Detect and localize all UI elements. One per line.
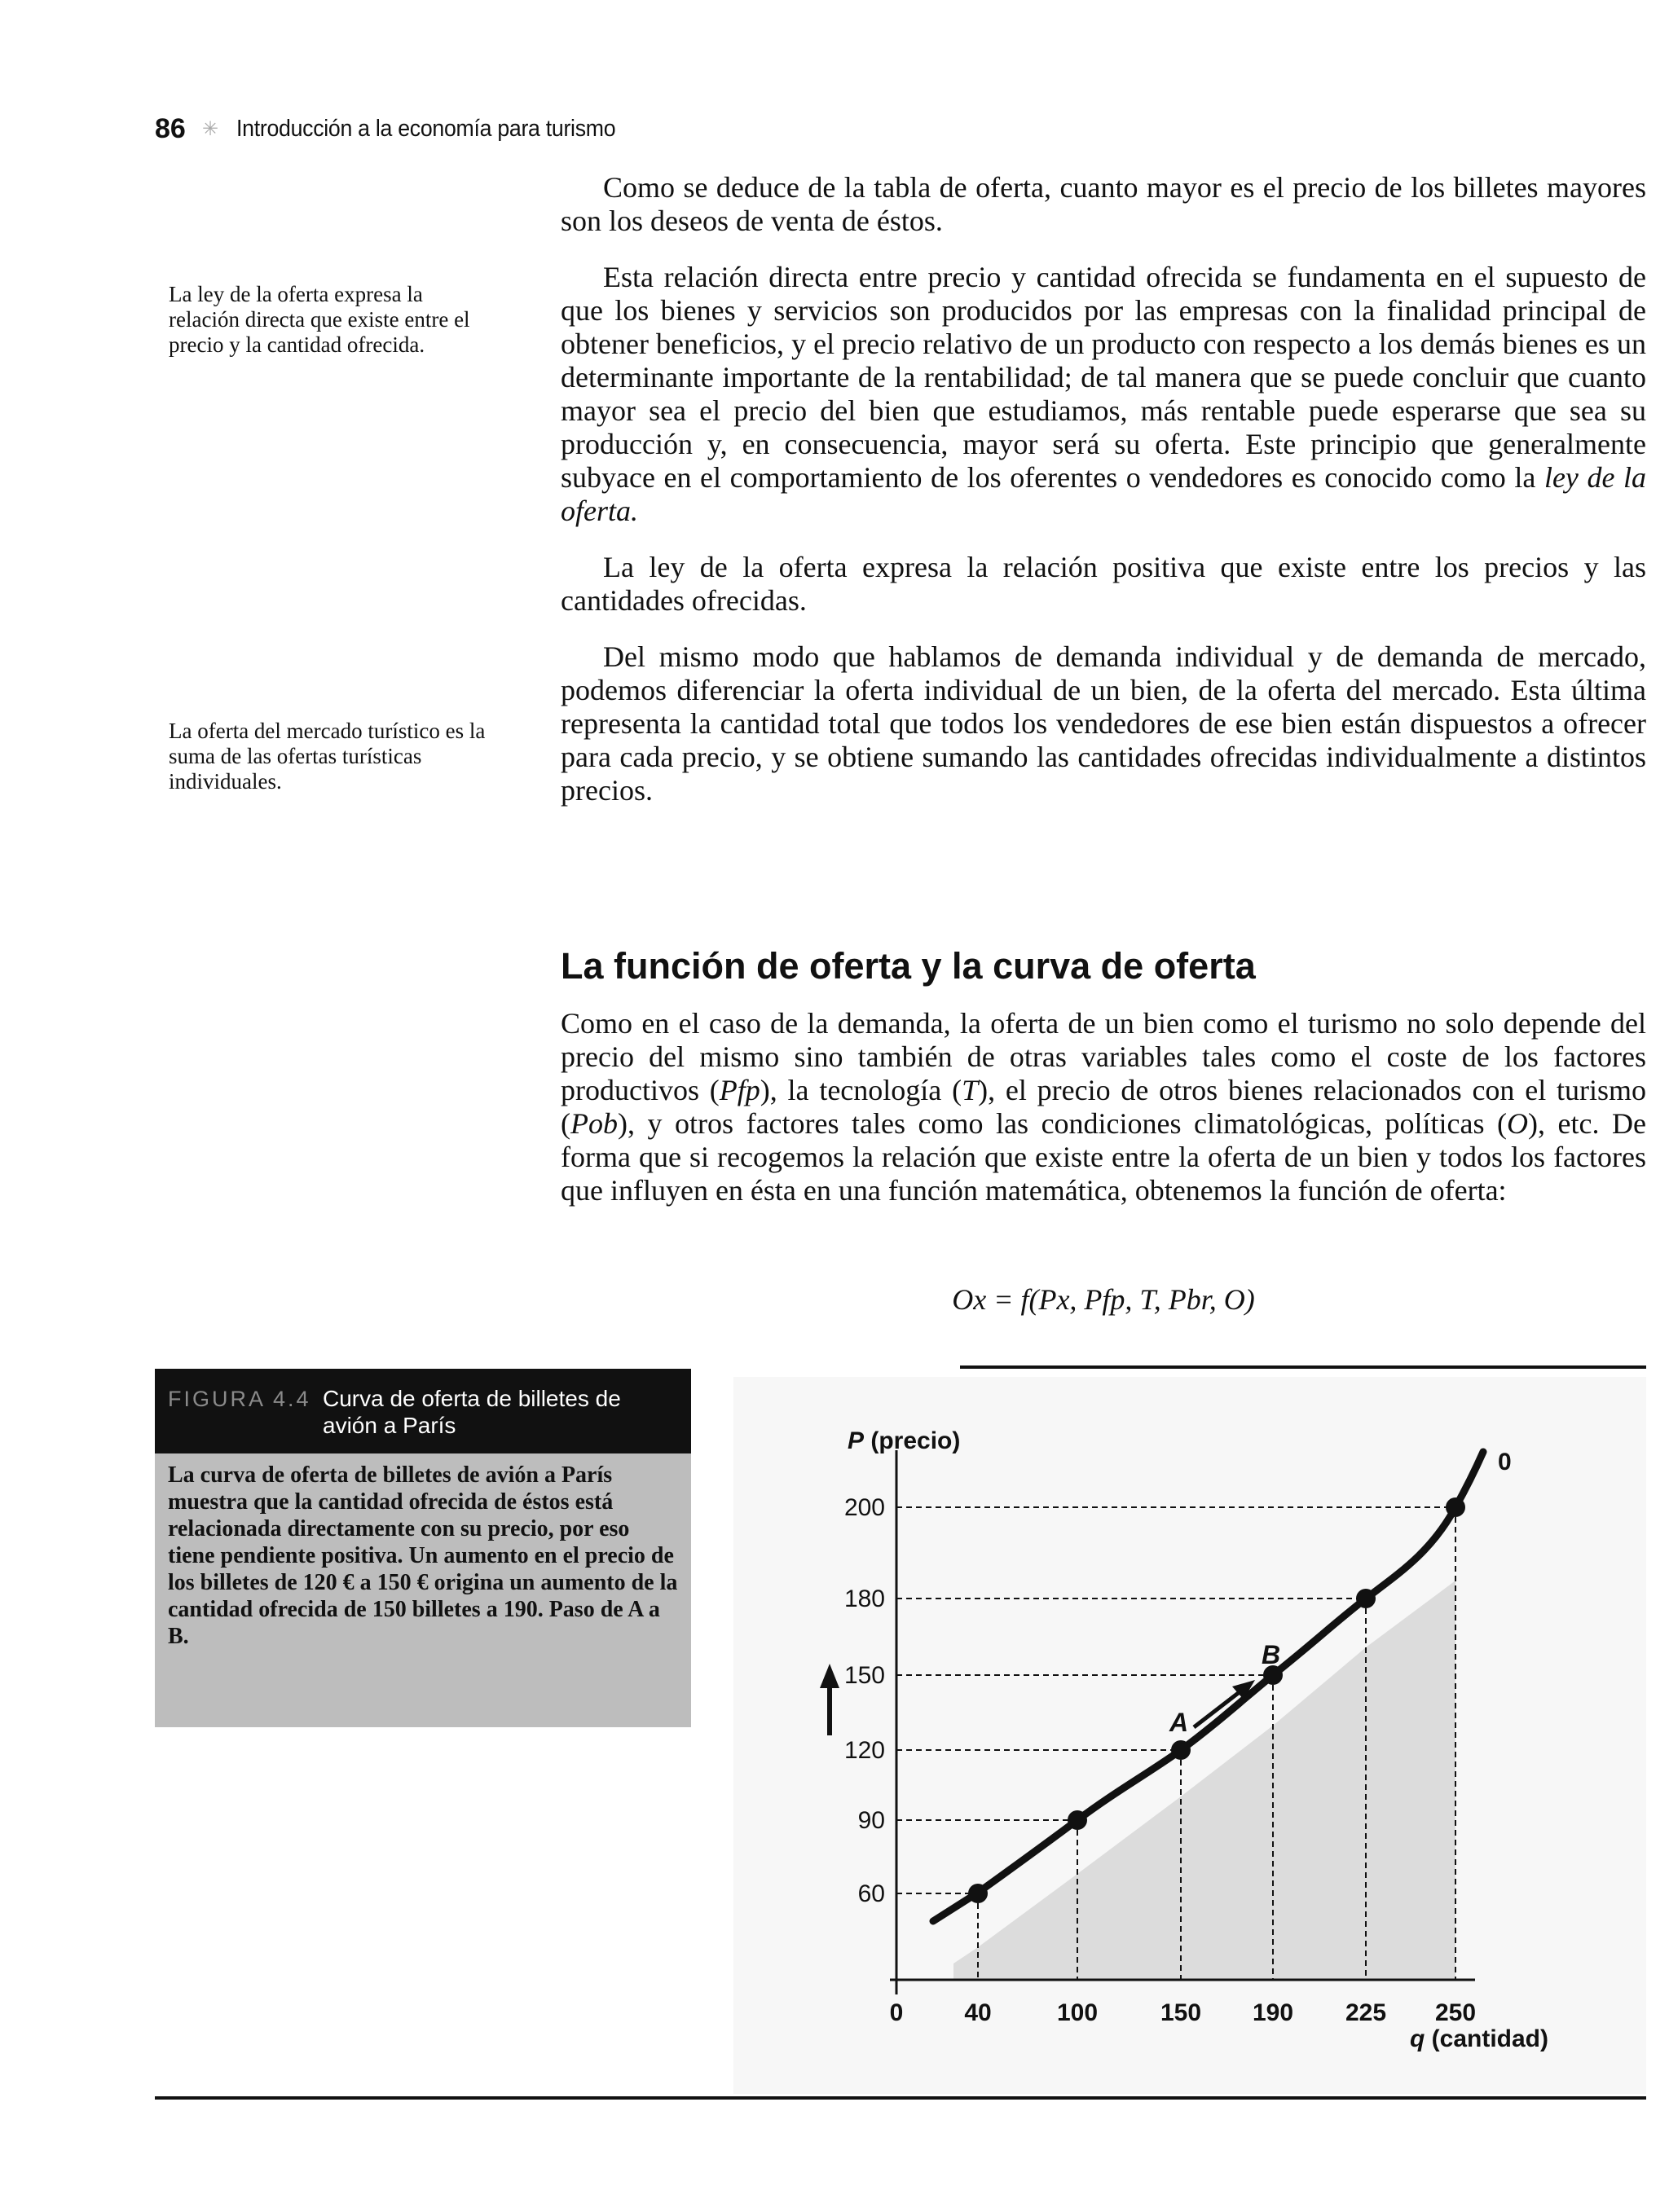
y-tick-label: 150 — [843, 1662, 885, 1689]
data-point — [1356, 1589, 1376, 1608]
data-point — [968, 1884, 988, 1903]
figure-title: Curva de oferta de billetes de avión a París — [323, 1386, 621, 1438]
price-up-arrowhead — [820, 1664, 839, 1688]
supply-function-formula: Ox = f(Px, Pfp, T, Pbr, O) — [952, 1283, 1255, 1316]
chart-shaded-area — [953, 1581, 1455, 1980]
x-tick-label: 0 — [889, 1999, 904, 2026]
figure-bottom-rule — [155, 2096, 1646, 2100]
figure-number: FIGURA 4.4 — [168, 1387, 311, 1411]
x-tick-label: 250 — [1434, 1999, 1477, 2026]
figure-caption: La curva de oferta de billetes de avión a París muestra que la cantidad ofrecida de éstos está relacionada directamente con su precio, por eso tiene pendiente positiva. Un aumento en el precio de los billetes de 120 € a 150 € origina un aumento de la cantidad ofrecida de 150 billetes a 190. Paso de A a B. — [168, 1462, 678, 1649]
figure-caption-box — [155, 1453, 691, 1727]
x-tick-label: 100 — [1056, 1999, 1099, 2026]
paragraph-1: Como se deduce de la tabla de oferta, cuanto mayor es el precio de los billetes mayores son los deseos de venta de éstos. — [561, 171, 1646, 237]
y-tick-label: 180 — [843, 1585, 885, 1612]
running-header — [155, 111, 649, 147]
book-title: Introducción a la economía para turismo — [236, 115, 616, 142]
y-axis-label: P (precio) — [848, 1427, 961, 1454]
y-tick-label: 60 — [857, 1880, 885, 1907]
x-axis-label: q (cantidad) — [1410, 2025, 1548, 2052]
header-ornament-icon: ✳ — [201, 117, 218, 140]
y-tick-label: 120 — [843, 1737, 885, 1764]
y-tick-label: 200 — [843, 1494, 885, 1521]
section-title: La función de oferta y la curva de oferta — [561, 945, 1256, 987]
main-text-upper — [561, 171, 1646, 830]
data-point — [1446, 1497, 1465, 1517]
paragraph-2-emphasis: ley de la oferta. — [561, 461, 1647, 527]
figure-label-box — [155, 1369, 691, 1453]
data-point — [1171, 1740, 1191, 1760]
supply-curve-chart — [733, 1377, 1646, 2094]
paragraph-2 — [561, 261, 1646, 528]
x-tick-label: 150 — [1160, 1999, 1202, 2026]
x-tick-label: 40 — [964, 1999, 992, 2026]
main-text-lower — [561, 1007, 1646, 1230]
data-point — [1068, 1810, 1087, 1830]
paragraph-5: Como en el caso de la demanda, la oferta de un bien como el turismo no solo depende del precio del mismo sino también de otras variables tales como el coste de los factores productivos (Pfp), la tecnología (T), el precio de otros bienes relacionados con el turismo (Pob), y otros factores tales como las condiciones climatológicas, políticas (O), etc. De forma que si recogemos la relación que existe entre la oferta de un bien y todos los factores que influyen en ésta en una función matemática, obtenemos la función de oferta: — [561, 1007, 1646, 1207]
x-tick-label: 225 — [1345, 1999, 1387, 2026]
margin-note-ley-oferta: La ley de la oferta expresa la relación directa que existe entre el precio y la cantidad ofrecida. — [169, 282, 470, 357]
point-label-a: A — [1169, 1708, 1189, 1737]
page-number: 86 — [155, 112, 186, 144]
curve-label: 0 — [1498, 1449, 1512, 1475]
y-tick-label: 90 — [857, 1807, 885, 1834]
margin-note-oferta-mercado: La oferta del mercado turístico es la suma de las ofertas turísticas individuales. — [169, 719, 486, 794]
point-label-b: B — [1262, 1640, 1281, 1669]
figure-top-rule — [960, 1365, 1646, 1369]
paragraph-2-text: Esta relación directa entre precio y cantidad ofrecida se fundamenta en el supuesto de que los bienes y servicios son producidos por las empresas con la finalidad principal de obtener beneficios, y el precio relativo de un producto con respecto a los demás bienes es un determinante importante de la rentabilidad; de tal manera que se puede concluir que cuanto mayor sea el precio del bien que estudiamos, más rentable puede esperarse que sea su producción y, en consecuencia, mayor será su oferta. Este principio que generalmente subyace en el comportamiento de los oferentes o vendedores es conocido como la — [561, 261, 1646, 494]
x-tick-label: 190 — [1252, 1999, 1294, 2026]
paragraph-3: La ley de la oferta expresa la relación positiva que existe entre los precios y las cantidades ofrecidas. — [561, 551, 1646, 617]
paragraph-4: Del mismo modo que hablamos de demanda individual y de demanda de mercado, podemos diferenciar la oferta individual de un bien, de la oferta del mercado. Esta última representa la cantidad total que todos los vendedores de ese bien están dispuestos a ofrecer para cada precio, y se obtiene sumando las cantidades ofrecidas individualmente a distintos precios. — [561, 640, 1646, 807]
